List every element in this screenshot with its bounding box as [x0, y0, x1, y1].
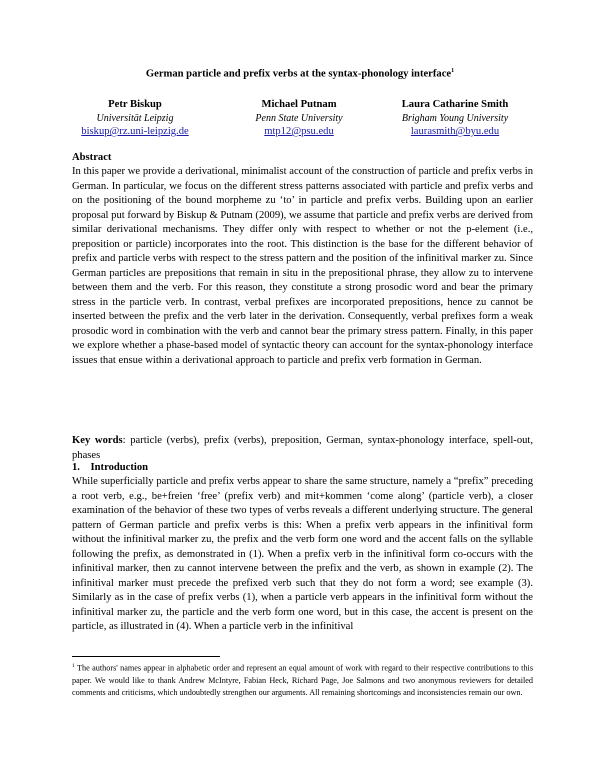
author-name: Petr Biskup	[108, 99, 162, 110]
title-text: German particle and prefix verbs at the syntax-phonology interface	[145, 68, 452, 80]
author-3	[355, 98, 555, 139]
footnote	[72, 660, 533, 699]
author-email-link[interactable]: laurasmith@byu.edu	[410, 126, 500, 137]
author-affiliation: Universität Leipzig	[96, 112, 174, 124]
keywords-label: Key words	[72, 435, 123, 446]
author-affiliation: Brigham Young University	[401, 112, 509, 124]
introduction-text: While superficially particle and prefix verbs appear to share the same structure, namely a “prefix” preceding a root verb, e.g., be+freien ‘free’ (prefix verb) and mit+kommen ‘come along’ (particle verb), a closer examination of the behavior of these two types of verbs reveals a different underlying structure. The general pattern of German particle and prefix verbs is this: When a prefix verb appears in the infinitival form without the infinitival marker zu, the prefix and the verb form one word and the accent falls on the syllable following the prefix, as demonstrated in (1). When a prefix verb in the infinitival form co-occurs with the infinitival marker, then zu cannot intervene between the prefix and the verb, as shown in example (2). The infinitival marker must precede the prefixed verb such that they do not form a word; see example (3). Similarly as in the case of prefix verbs (1), when a particle verb appears in the infinitival form without the infinitival marker zu, the particle and the verb form one word, but in this case, the accent is present on the particle, as illustrated in (4). When a particle verb in the infinitival	[72, 476, 533, 632]
author-email-link[interactable]: mtp12@psu.edu	[264, 126, 334, 137]
footnote-divider	[72, 656, 220, 657]
abstract-text: In this paper we provide a derivational, minimalist account of the construction of particle and prefix verbs in German. In particular, we focus on the different stress patterns associated with particle and prefix verbs and on the positioning of the bound morpheme zu ‘to’ in particle and prefix verbs. Building upon an earlier proposal put forward by Biskup & Putnam (2009), we assume that particle and prefix verbs are derived from similar derivational mechanisms. They differ only with respect to whether or not the p-element (i.e., preposition or particle) incorporates into the root. This distinction is the base for the different behavior of prefix and particle verbs with respect to the stress pattern and the position of the infinitival marker zu. Since German particles are prepositions that remain in situ in the prepositional phrase, they allow zu to intervene between them and the verb. For this reason, they constitute a strong prosodic word and bear the primary stress in the particle verb. In contrast, verbal prefixes are incorporated prepositions, hence zu cannot be inserted between the prefix and the verb later in the derivation. Consequently, verbal prefixes form a weak prosodic word in combination with the verb and cannot bear the primary stress pattern. Finally, in this paper we explore whether a phase-based model of syntactic theory can account for the syntax-phonology interface issues that ensue within a derivational approach to particle and prefix verb formation in German.	[72, 166, 533, 366]
footnote-mark: 1	[72, 663, 75, 669]
keywords	[72, 434, 533, 463]
footnote-text: The authors' names appear in alphabetic order and represent an equal amount of work with regard to their respective contributions to this paper. We would like to thank Andrew McIntyre, Fabian Heck, Richard Page, Joe Salmons and two anonymous reviewers for detailed comments and criticisms, which undoubtedly strengthen our arguments. All remaining shortcomings and inconsistencies remain our own.	[72, 663, 533, 698]
section-heading-introduction: 1. Introduction	[72, 462, 149, 473]
paper-title	[0, 68, 600, 80]
author-affiliation: Penn State University	[255, 112, 343, 124]
abstract-heading: Abstract	[72, 152, 112, 163]
author-email-link[interactable]: biskup@rz.uni-leipzig.de	[81, 126, 189, 137]
author-name: Laura Catharine Smith	[401, 99, 509, 110]
title-footnote-mark: 1	[451, 68, 455, 74]
author-name: Michael Putnam	[261, 99, 337, 110]
keywords-text: : particle (verbs), prefix (verbs), preposition, German, syntax-phonology interface, spell-out, phases	[72, 435, 534, 461]
